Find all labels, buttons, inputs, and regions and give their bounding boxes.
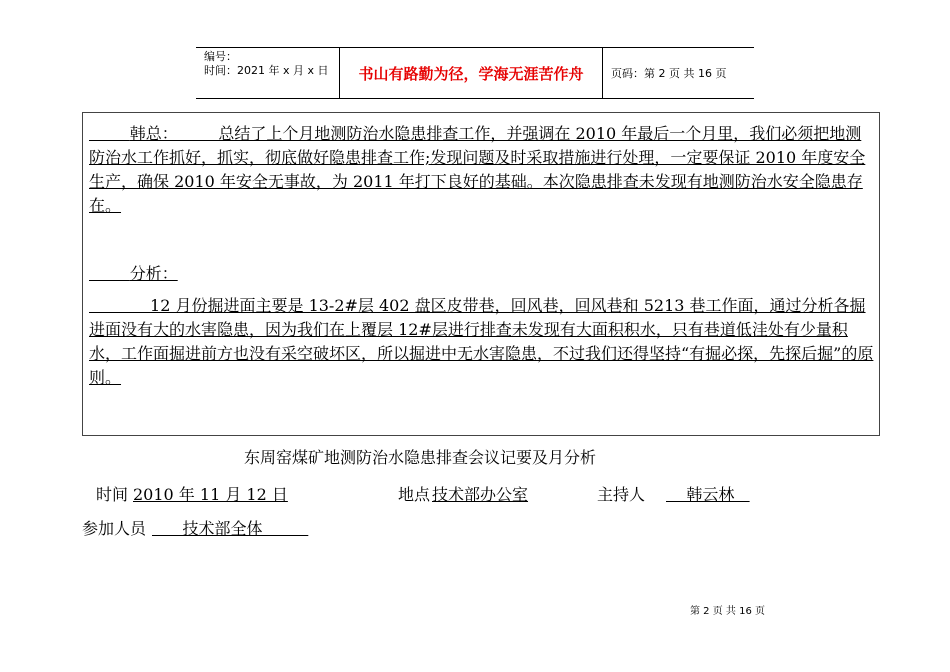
meeting-time-value: 2010 年 11 月 12 日 [133,485,288,504]
header-meta [196,48,340,98]
analysis-heading: 分析： [89,264,178,283]
header-page-label: 页码：第 2 页 共 16 页 [611,67,727,80]
meeting-place-value: 技术部办公室 [432,485,529,504]
document-header [196,47,754,99]
document-number-label: 编号： [204,50,237,63]
meeting-title: 东周窑煤矿地测防治水隐患排查会议记要及月分析 [244,448,597,467]
summary-paragraph: 韩总： 总结了上个月地测防治水隐患排查工作，并强调在 2010 年最后一个月里，我们必须把地测防治水工作抓好，抓实，彻底做好隐患排查工作;发现问题及时采取措施进行处理，一定要保证 2010 年度安全生产，确保 2010 年安全无事故，为 2011 年打下良好的基础。本次隐患排查未发现有地测防治水安全隐患存在。 [89,124,866,215]
meeting-time-label: 时间 [96,485,129,504]
header-motto: 书山有路勤为径，学海无涯苦作舟 [340,48,603,98]
attendees-value: 技术部全体 [152,519,309,538]
document-date-label: 时间：2021 年 x 月 x 日 [204,64,329,77]
meeting-host-value: 韩云林 [666,485,750,504]
attendees-label: 参加人员 [82,519,147,538]
content-box [82,112,880,436]
meeting-place-label: 地点 [398,485,431,504]
page-footer: 第 2 页 共 16 页 [690,606,765,617]
analysis-paragraph: 12 月份掘进面主要是 13-2#层 402 盘区皮带巷，回风巷，回风巷和 5213 巷工作面，通过分析各掘进面没有大的水害隐患，因为我们在上覆层 12#层进行排查未发现有大面积积水，只有巷道低洼处有少量积水，工作面掘进前方也没有采空破坏区，所以掘进中无水害隐患，不过我们还得坚持“有掘必探，先探后掘”的原则。 [89,296,874,387]
meeting-host-label: 主持人 [597,485,646,504]
